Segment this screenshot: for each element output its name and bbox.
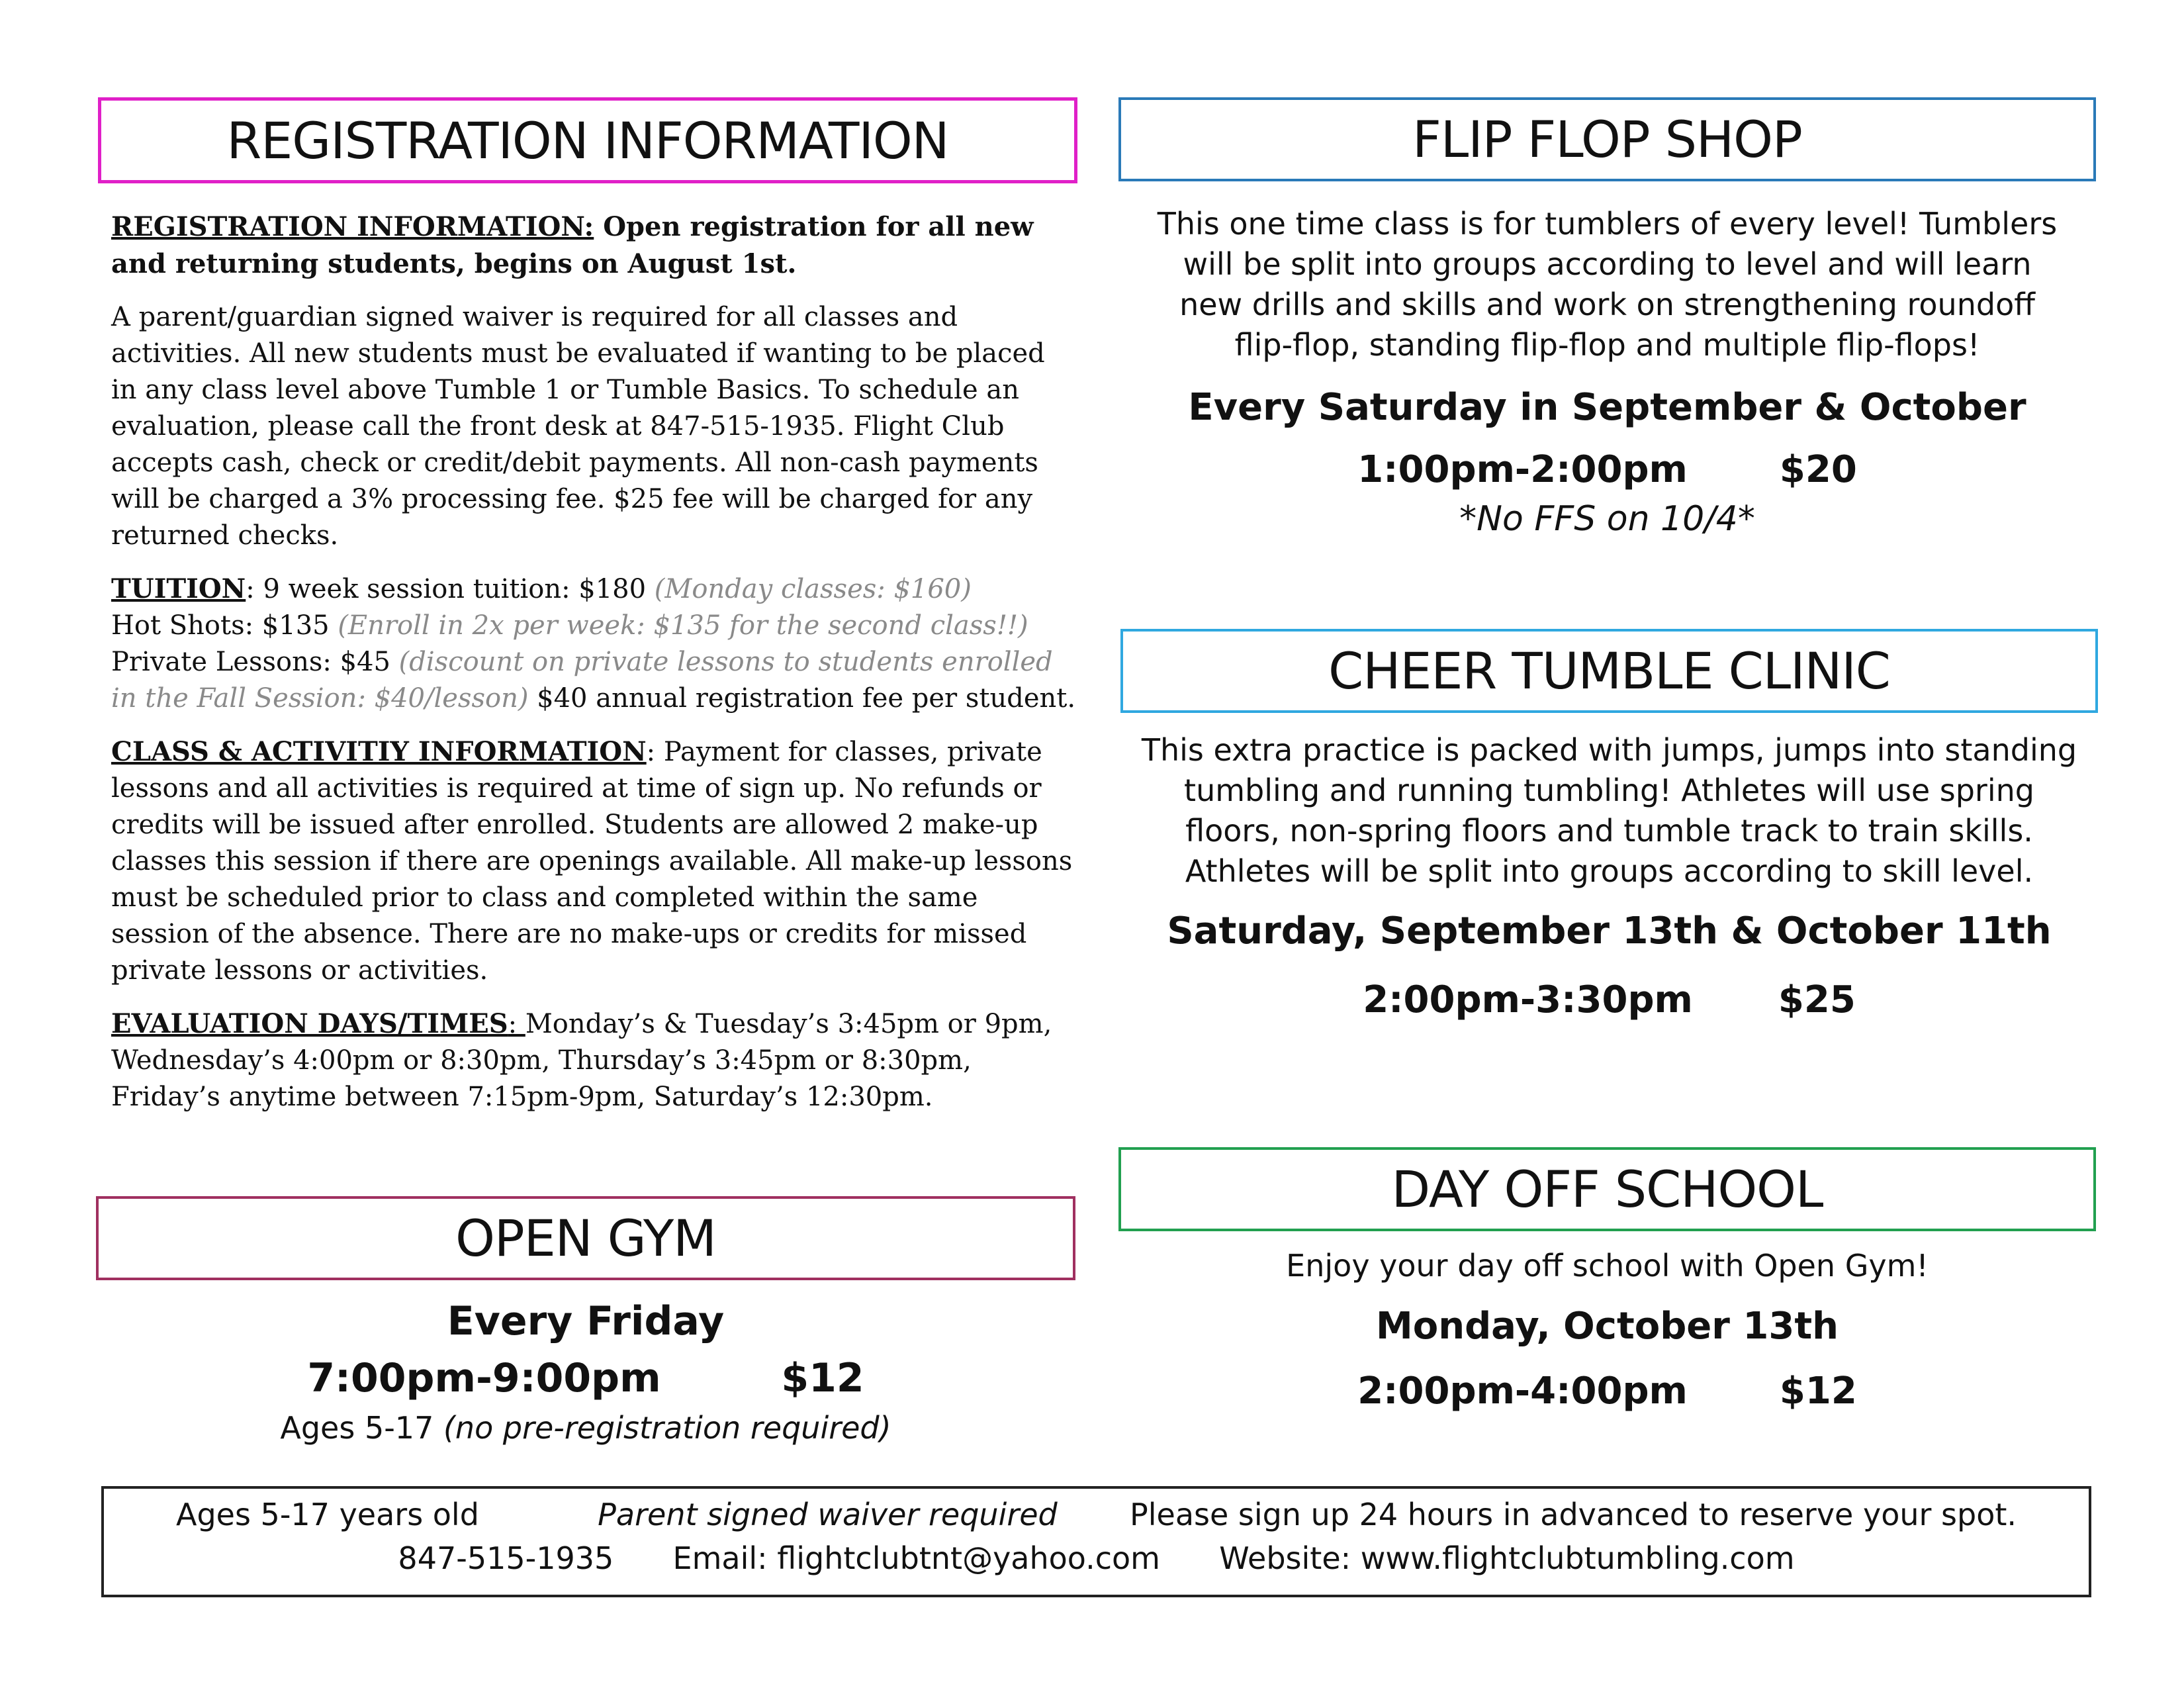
open-gym-details — [96, 1294, 1075, 1448]
day-off-time: 2:00pm-4:00pm — [1357, 1370, 1688, 1413]
evaluation-colon: : — [508, 1009, 525, 1039]
footer-line-2 — [104, 1540, 2089, 1576]
flip-flop-time-row — [1118, 445, 2096, 495]
registration-intro — [111, 209, 1077, 283]
footer-website[interactable]: Website: www.flightclubtumbling.com — [1219, 1540, 1795, 1576]
footer-email[interactable]: Email: flightclubtnt@yahoo.com — [672, 1540, 1160, 1576]
footer-box — [101, 1486, 2091, 1597]
open-gym-title: OPEN GYM — [455, 1209, 716, 1268]
flip-flop-price: $20 — [1779, 448, 1857, 491]
footer-line-1 — [104, 1497, 2089, 1532]
evaluation-paragraph — [111, 1006, 1077, 1115]
day-off-price: $12 — [1779, 1370, 1857, 1413]
cheer-time-row — [1120, 975, 2098, 1025]
private-text: Private Lessons: $45 — [111, 647, 399, 677]
flip-flop-header-box — [1118, 97, 2096, 181]
hotshots-text: Hot Shots: $135 — [111, 610, 338, 641]
open-gym-ages-row — [96, 1408, 1075, 1448]
tuition-note: (Monday classes: $160) — [654, 574, 972, 604]
class-activity-text: : Payment for classes, private lessons and all activities is required at time of sign up. No refunds or credits will be issued after enrolled. Students are allowed 2 make-up classes this session if there are openings available. All make-up lessons must be scheduled prior to class and completed within the same session of the absence. There are no make-ups or credits for missed private lessons or activities. — [111, 737, 1073, 986]
open-gym-note: (no pre-registration required) — [443, 1410, 891, 1446]
cheer-time: 2:00pm-3:30pm — [1363, 978, 1693, 1021]
cheer-title: CHEER TUMBLE CLINIC — [1328, 641, 1890, 700]
registration-title: REGISTRATION INFORMATION — [226, 111, 949, 170]
footer-signup: Please sign up 24 hours in advanced to reserve your spot. — [1130, 1497, 2017, 1532]
flip-flop-description: This one time class is for tumblers of every level! Tumblers will be split into groups according to level and will learn new drills and skills and work on strengthening roundoff flip-flop, standing flip-flop and multiple flip-flops! — [1157, 206, 2058, 363]
footer-ages: Ages 5-17 years old — [176, 1497, 479, 1532]
cheer-dates: Saturday, September 13th & October 11th — [1167, 910, 2052, 953]
tuition-paragraph — [111, 571, 1077, 717]
flip-flop-time: 1:00pm-2:00pm — [1357, 448, 1688, 491]
footer-waiver: Parent signed waiver required — [598, 1497, 1058, 1532]
open-gym-time-row — [96, 1348, 1075, 1408]
evaluation-label: EVALUATION DAYS/TIMES — [111, 1008, 508, 1039]
day-off-description: Enjoy your day off school with Open Gym! — [1286, 1248, 1929, 1284]
flip-flop-details — [1118, 204, 2096, 543]
open-gym-ages: Ages 5-17 — [280, 1410, 443, 1446]
day-off-date: Monday, October 13th — [1376, 1305, 1839, 1348]
registration-intro-label: REGISTRATION INFORMATION: — [111, 211, 594, 242]
open-gym-day: Every Friday — [447, 1298, 725, 1344]
day-off-header-box — [1118, 1147, 2096, 1231]
cheer-description: This extra practice is packed with jumps, jumps into standing tumbling and running tumbling! Athletes will use spring floors, non-spring floors and tumble track to train skills. Athletes will be split into groups according to skill level. — [1141, 732, 2077, 889]
flip-flop-title: FLIP FLOP SHOP — [1412, 110, 1802, 169]
registration-intro-text: Open registration for all new and returning students, begins on August 1st. — [111, 211, 1034, 279]
registration-header-box — [98, 97, 1077, 183]
day-off-title: DAY OFF SCHOOL — [1391, 1160, 1823, 1219]
registration-body — [111, 209, 1077, 1132]
waiver-paragraph: A parent/guardian signed waiver is required for all classes and activities. All new students must be evaluated if wanting to be placed in any class level above Tumble 1 or Tumble Basics. To schedule an evaluation, please call the front desk at 847-515-1935. Flight Club accepts cash, check or credit/debit payments. All non-cash payments will be charged a 3% processing fee. $25 fee will be charged for any returned checks. — [111, 302, 1045, 551]
annual-fee-text: $40 annual registration fee per student. — [528, 683, 1076, 714]
hotshots-note: (Enroll in 2x per week: $135 for the second class!!) — [338, 610, 1028, 641]
class-activity-paragraph — [111, 733, 1077, 989]
flip-flop-schedule: Every Saturday in September & October — [1188, 386, 2026, 429]
cheer-price: $25 — [1778, 978, 1856, 1021]
private-note: (discount on private lessons to students enrolled in the Fall Session: $40/lesson) — [111, 647, 1053, 714]
class-activity-label: CLASS & ACTIVITIY INFORMATION — [111, 736, 647, 767]
day-off-time-row — [1118, 1364, 2096, 1419]
open-gym-time: 7:00pm-9:00pm — [307, 1355, 661, 1401]
day-off-details — [1118, 1246, 2096, 1419]
tuition-label: TUITION — [111, 573, 246, 604]
open-gym-price: $12 — [781, 1355, 864, 1401]
open-gym-header-box — [96, 1196, 1075, 1280]
cheer-header-box — [1120, 629, 2098, 713]
cheer-details — [1120, 730, 2098, 1025]
tuition-text: : 9 week session tuition: $180 — [246, 574, 655, 604]
evaluation-text: Monday’s & Tuesday’s 3:45pm or 9pm, Wednesday’s 4:00pm or 8:30pm, Thursday’s 3:45pm or 8:30pm, Friday’s anytime between 7:15pm-9pm, Saturday’s 12:30pm. — [111, 1009, 1052, 1112]
flip-flop-note: *No FFS on 10/4* — [1459, 499, 1755, 539]
footer-phone: 847-515-1935 — [398, 1540, 614, 1576]
